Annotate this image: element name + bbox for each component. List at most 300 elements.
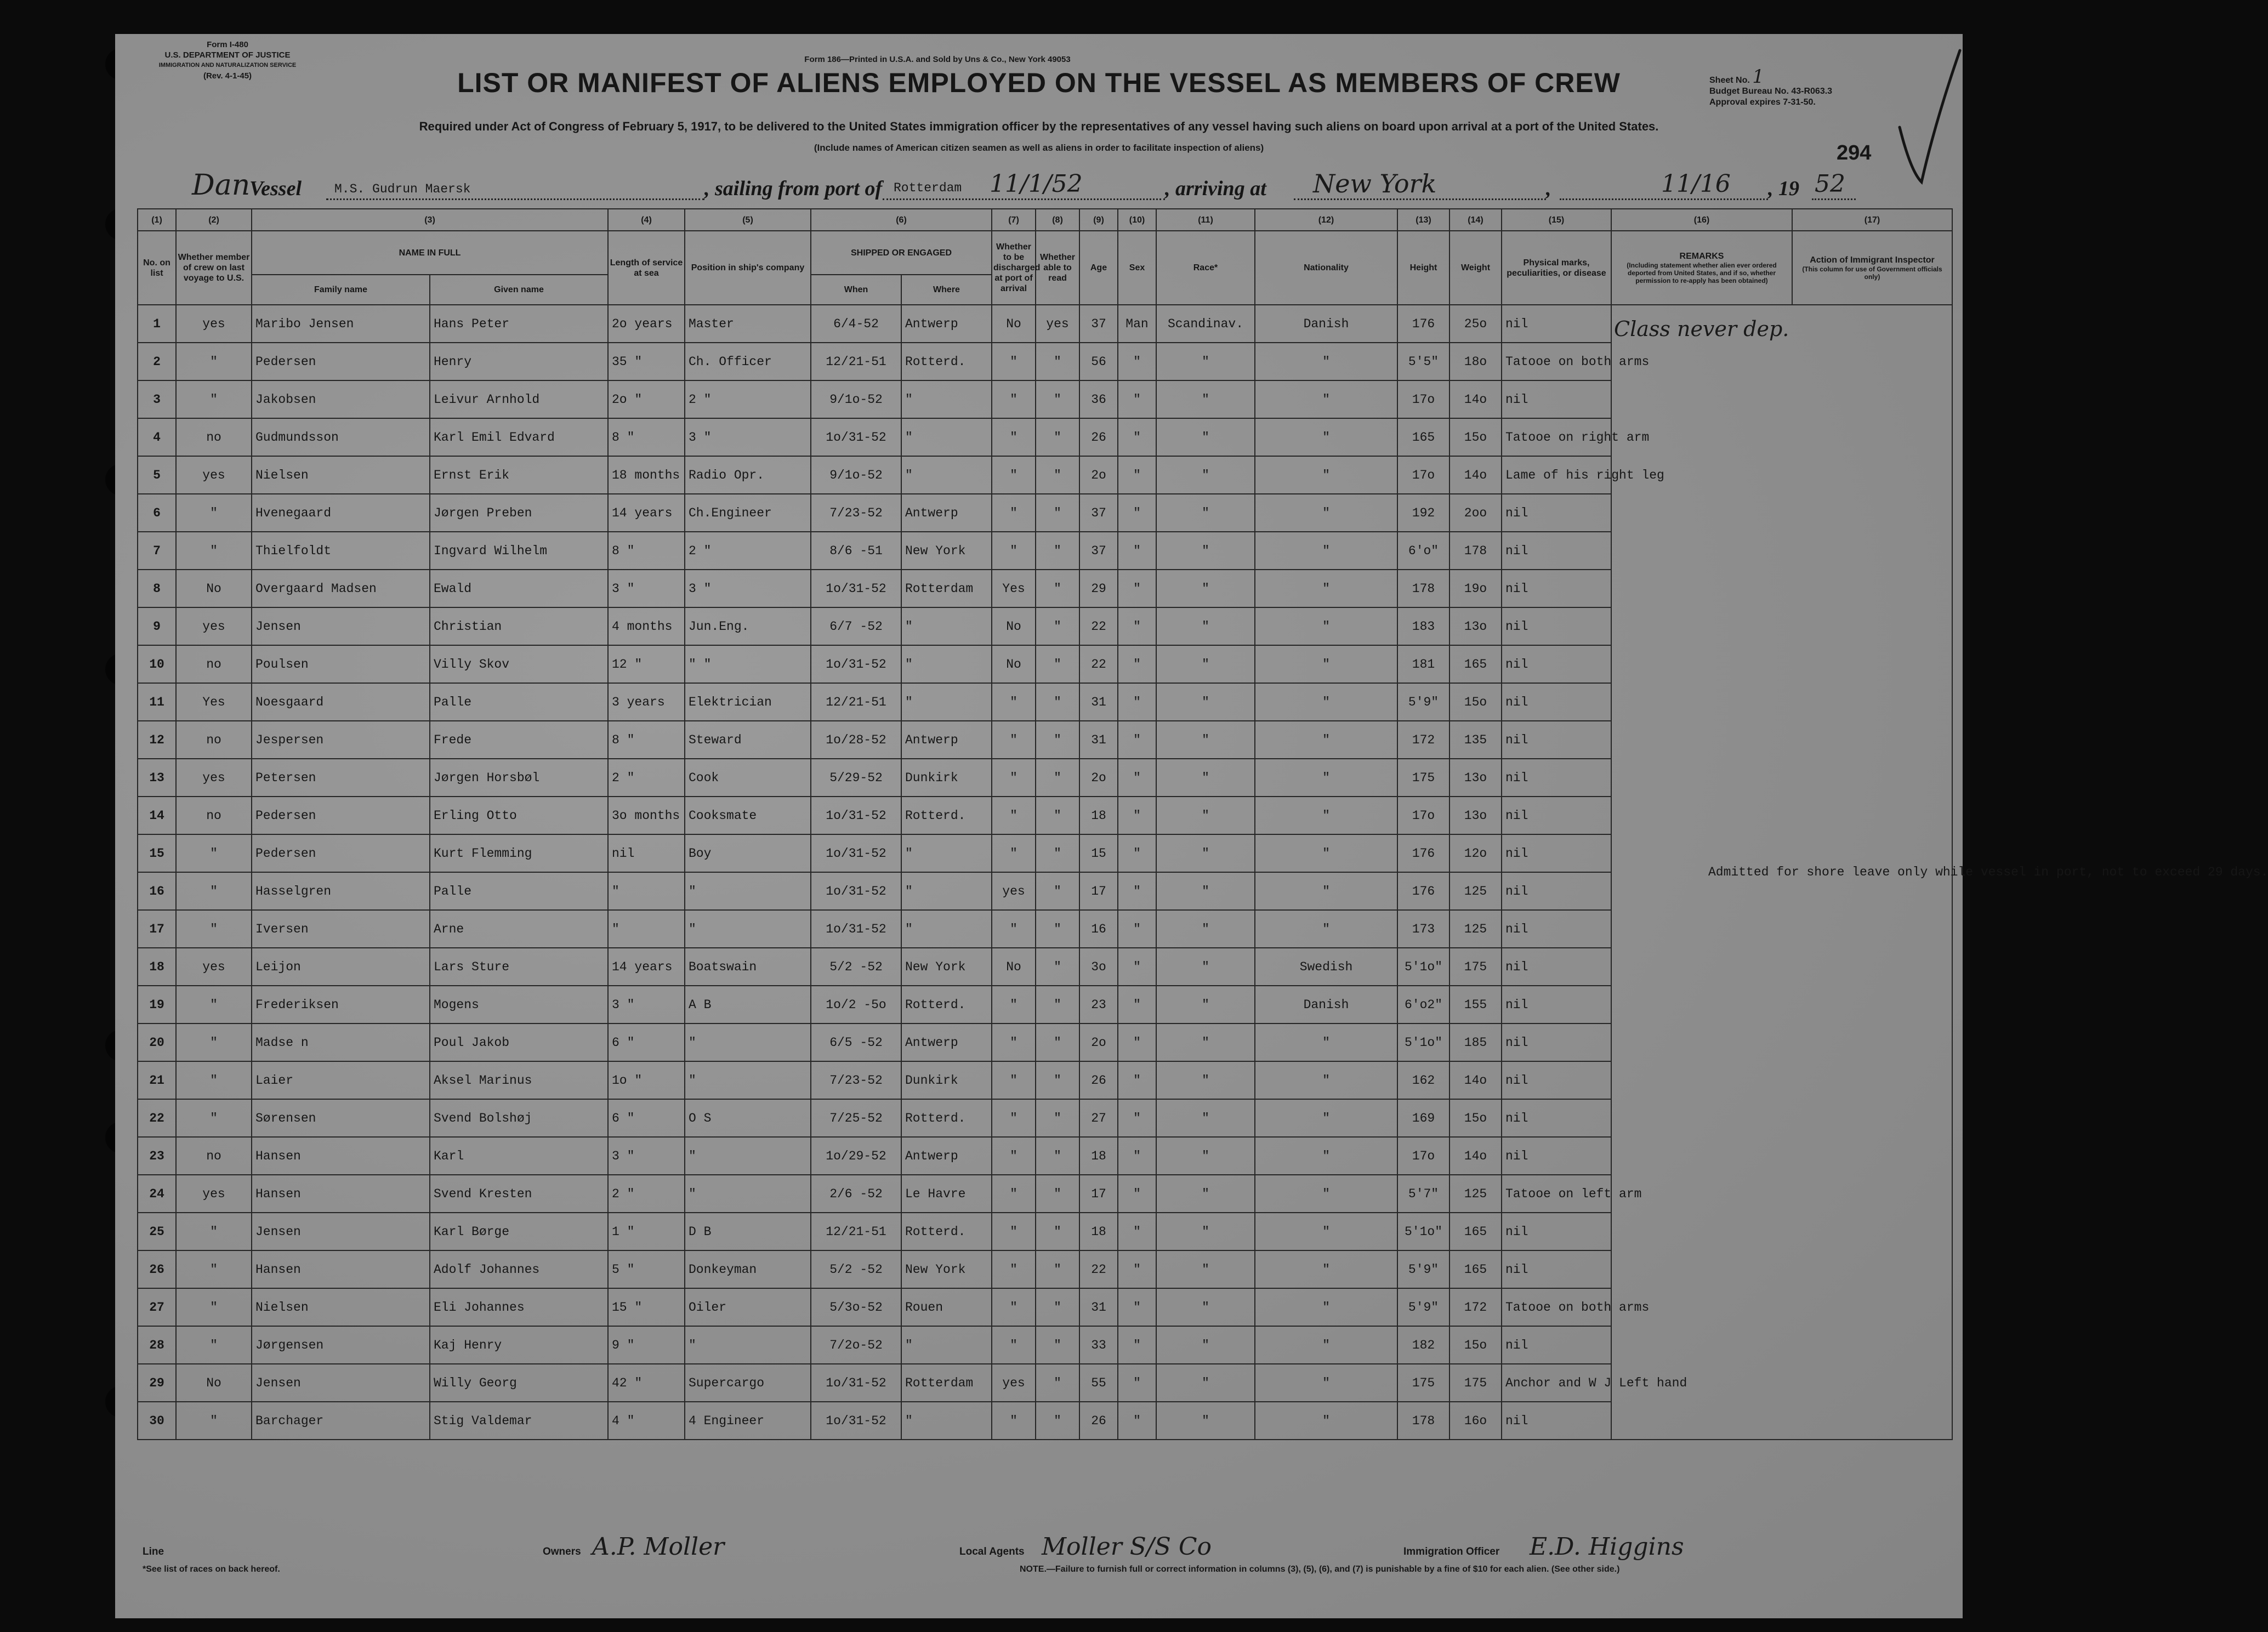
row-number: 14	[138, 797, 176, 834]
nationality: "	[1255, 645, 1397, 683]
shipped-where: Rotterd.	[901, 986, 992, 1023]
budget-bureau: Budget Bureau No. 43-R063.3	[1709, 87, 1833, 96]
position: Supercargo	[685, 1364, 811, 1402]
row-number: 5	[138, 456, 176, 494]
family-name: Thielfoldt	[252, 532, 430, 570]
nationality: "	[1255, 1099, 1397, 1137]
colnum-15: (15)	[1502, 209, 1611, 231]
able-to-read: "	[1036, 872, 1079, 910]
colnum-1: (1)	[138, 209, 176, 231]
family-name: Jespersen	[252, 721, 430, 759]
able-to-read: "	[1036, 1023, 1079, 1061]
given-name: Ingvard Wilhelm	[430, 532, 608, 570]
header-family-name: Family name	[252, 275, 430, 305]
race: "	[1156, 1099, 1255, 1137]
form-service: IMMIGRATION AND NATURALIZATION SERVICE	[158, 62, 297, 69]
row-number: 18	[138, 948, 176, 986]
able-to-read: "	[1036, 1099, 1079, 1137]
service-length: 2 "	[608, 1175, 685, 1213]
header-age: Age	[1079, 231, 1118, 305]
service-length: 3 years	[608, 683, 685, 721]
physical-marks: nil	[1502, 759, 1611, 797]
header-when: When	[811, 275, 901, 305]
sex: "	[1118, 1023, 1156, 1061]
physical-marks: nil	[1502, 797, 1611, 834]
instruction-line: (Include names of American citizen seamen as well as aliens in order to facilitate inspection of aliens)	[814, 143, 1264, 153]
discharge: "	[992, 683, 1036, 721]
header-physical-marks: Physical marks, peculiarities, or disease	[1502, 231, 1611, 305]
row-number: 30	[138, 1402, 176, 1440]
physical-marks: nil	[1502, 380, 1611, 418]
discharge: "	[992, 343, 1036, 380]
able-to-read: "	[1036, 1061, 1079, 1099]
colnum-16: (16)	[1611, 209, 1792, 231]
shipped-when: 5/2 -52	[811, 948, 901, 986]
height: 162	[1397, 1061, 1450, 1099]
nationality: "	[1255, 683, 1397, 721]
shipped-where: Rouen	[901, 1288, 992, 1326]
physical-marks: nil	[1502, 1061, 1611, 1099]
row-number: 19	[138, 986, 176, 1023]
service-length: 1o "	[608, 1061, 685, 1099]
race: "	[1156, 1213, 1255, 1250]
position: "	[685, 1175, 811, 1213]
family-name: Maribo Jensen	[252, 305, 430, 343]
age: 18	[1079, 797, 1118, 834]
weight: 14o	[1450, 380, 1502, 418]
height: 178	[1397, 570, 1450, 607]
row-number: 1	[138, 305, 176, 343]
race: "	[1156, 1288, 1255, 1326]
race: "	[1156, 532, 1255, 570]
row-number: 11	[138, 683, 176, 721]
family-name: Barchager	[252, 1402, 430, 1440]
age: 37	[1079, 305, 1118, 343]
able-to-read: "	[1036, 834, 1079, 872]
owners-signature: A.P. Moller	[592, 1533, 725, 1561]
arriving-label: , arriving at	[1165, 177, 1266, 200]
given-name: Jørgen Preben	[430, 494, 608, 532]
family-name: Frederiksen	[252, 986, 430, 1023]
physical-marks: nil	[1502, 645, 1611, 683]
position: Steward	[685, 721, 811, 759]
race: "	[1156, 1061, 1255, 1099]
row-number: 13	[138, 759, 176, 797]
shipped-when: 1o/31-52	[811, 834, 901, 872]
discharge: No	[992, 305, 1036, 343]
position: O S	[685, 1099, 811, 1137]
header-given-name: Given name	[430, 275, 608, 305]
able-to-read: "	[1036, 645, 1079, 683]
approval-expiry: Approval expires 7-31-50.	[1709, 98, 1816, 107]
height: 178	[1397, 1402, 1450, 1440]
prior-voyage: no	[176, 418, 252, 456]
service-length: "	[608, 910, 685, 948]
form-revision: (Rev. 4-1-45)	[203, 71, 252, 81]
sailing-label: , sailing from port of	[704, 177, 883, 200]
header-nationality: Nationality	[1255, 231, 1397, 305]
given-name: Villy Skov	[430, 645, 608, 683]
nationality: "	[1255, 759, 1397, 797]
nationality: "	[1255, 1326, 1397, 1364]
races-note: *See list of races on back hereof.	[143, 1565, 280, 1574]
height: 183	[1397, 607, 1450, 645]
given-name: Ernst Erik	[430, 456, 608, 494]
weight: 12o	[1450, 834, 1502, 872]
prior-voyage: yes	[176, 948, 252, 986]
prior-voyage: yes	[176, 759, 252, 797]
prior-voyage: no	[176, 645, 252, 683]
able-to-read: "	[1036, 494, 1079, 532]
physical-marks: nil	[1502, 494, 1611, 532]
discharge: "	[992, 1402, 1036, 1440]
header-position: Position in ship's company	[685, 231, 811, 305]
able-to-read: "	[1036, 797, 1079, 834]
able-to-read: "	[1036, 910, 1079, 948]
inspector-title: Action of Immigrant Inspector	[1810, 255, 1935, 265]
discharge: "	[992, 834, 1036, 872]
shipped-where: Antwerp	[901, 305, 992, 343]
position: Elektrician	[685, 683, 811, 721]
race: "	[1156, 721, 1255, 759]
discharge: "	[992, 986, 1036, 1023]
shipped-when: 1o/29-52	[811, 1137, 901, 1175]
statute-line: Required under Act of Congress of February 5, 1917, to be delivered to the United States immigration officer by the representatives of any vessel having such aliens on board upon arrival at a port of the United States.	[419, 120, 1659, 133]
able-to-read: "	[1036, 532, 1079, 570]
colnum-3: (3)	[252, 209, 608, 231]
height: 5'1o"	[1397, 1213, 1450, 1250]
given-name: Willy Georg	[430, 1364, 608, 1402]
family-name: Sørensen	[252, 1099, 430, 1137]
sex: "	[1118, 948, 1156, 986]
prior-voyage: no	[176, 721, 252, 759]
sex: "	[1118, 570, 1156, 607]
height: 17o	[1397, 797, 1450, 834]
inspector-note: (This column for use of Government officials only)	[1802, 265, 1942, 281]
age: 2o	[1079, 456, 1118, 494]
sail-date: 11/1/52	[990, 170, 1083, 198]
discharge: "	[992, 759, 1036, 797]
row-number: 20	[138, 1023, 176, 1061]
given-name: Kurt Flemming	[430, 834, 608, 872]
discharge: "	[992, 1023, 1036, 1061]
penalty-note: NOTE.—Failure to furnish full or correct information in columns (3), (5), (6), and (7) is punishable by a fine of $10 for each alien. (See other side.)	[1020, 1565, 1620, 1574]
prior-voyage: "	[176, 1250, 252, 1288]
physical-marks: nil	[1502, 834, 1611, 872]
shipped-when: 8/6 -51	[811, 532, 901, 570]
physical-marks: Tatooe on both arms	[1502, 1288, 1611, 1326]
given-name: Eli Johannes	[430, 1288, 608, 1326]
header-height: Height	[1397, 231, 1450, 305]
race: "	[1156, 1175, 1255, 1213]
prior-voyage: "	[176, 834, 252, 872]
row-number: 27	[138, 1288, 176, 1326]
service-length: 18 months	[608, 456, 685, 494]
shipped-where: New York	[901, 948, 992, 986]
nationality: "	[1255, 532, 1397, 570]
nationality: Danish	[1255, 986, 1397, 1023]
height: 17o	[1397, 456, 1450, 494]
stamp-number: 294	[1837, 141, 1872, 164]
race: "	[1156, 948, 1255, 986]
header-no-on-list: No. on list	[138, 231, 176, 305]
line-label: Line	[143, 1546, 164, 1557]
able-to-read: "	[1036, 1326, 1079, 1364]
year-prefix: , 19	[1768, 177, 1799, 200]
shipped-when: 1o/31-52	[811, 797, 901, 834]
age: 18	[1079, 1213, 1118, 1250]
sex: "	[1118, 607, 1156, 645]
header-sex: Sex	[1118, 231, 1156, 305]
sex: "	[1118, 986, 1156, 1023]
sex: "	[1118, 1137, 1156, 1175]
nationality: "	[1255, 380, 1397, 418]
height: 175	[1397, 1364, 1450, 1402]
row-number: 16	[138, 872, 176, 910]
age: 31	[1079, 1288, 1118, 1326]
physical-marks: nil	[1502, 721, 1611, 759]
manifest-sheet	[115, 34, 2268, 1618]
row-number: 9	[138, 607, 176, 645]
race: "	[1156, 986, 1255, 1023]
physical-marks: nil	[1502, 305, 1611, 343]
sex: "	[1118, 759, 1156, 797]
row-number: 2	[138, 343, 176, 380]
weight: 135	[1450, 721, 1502, 759]
colnum-17: (17)	[1792, 209, 1952, 231]
weight: 15o	[1450, 418, 1502, 456]
physical-marks: nil	[1502, 1250, 1611, 1288]
height: 6'o"	[1397, 532, 1450, 570]
remarks-note: (Including statement whether alien ever ordered deported from United States, and if so, whether permission to re-apply has been obtained)	[1627, 261, 1777, 285]
sex: "	[1118, 721, 1156, 759]
position: Donkeyman	[685, 1250, 811, 1288]
shipped-when: 6/7 -52	[811, 607, 901, 645]
sex: "	[1118, 1326, 1156, 1364]
colnum-5: (5)	[685, 209, 811, 231]
year: 52	[1815, 170, 1845, 198]
weight: 13o	[1450, 759, 1502, 797]
physical-marks: nil	[1502, 948, 1611, 986]
position: 2 "	[685, 532, 811, 570]
port-to: New York	[1313, 169, 1437, 198]
height: 192	[1397, 494, 1450, 532]
age: 17	[1079, 1175, 1118, 1213]
race: "	[1156, 1402, 1255, 1440]
sex: "	[1118, 834, 1156, 872]
family-name: Jørgensen	[252, 1326, 430, 1364]
able-to-read: "	[1036, 1175, 1079, 1213]
family-name: Hansen	[252, 1175, 430, 1213]
shipped-when: 12/21-51	[811, 1213, 901, 1250]
shipped-when: 1o/31-52	[811, 1402, 901, 1440]
shipped-where: Rotterd.	[901, 1213, 992, 1250]
shipped-when: 1o/31-52	[811, 418, 901, 456]
shipped-where: Antwerp	[901, 1023, 992, 1061]
discharge: Yes	[992, 570, 1036, 607]
physical-marks: nil	[1502, 570, 1611, 607]
given-name: Jørgen Horsbøl	[430, 759, 608, 797]
physical-marks: nil	[1502, 986, 1611, 1023]
sex: "	[1118, 1099, 1156, 1137]
shipped-where: "	[901, 607, 992, 645]
prior-voyage: "	[176, 1023, 252, 1061]
shipped-when: 1o/2 -5o	[811, 986, 901, 1023]
check-mark-icon	[1897, 45, 1963, 187]
service-length: 1 "	[608, 1213, 685, 1250]
row-number: 28	[138, 1326, 176, 1364]
given-name: Palle	[430, 872, 608, 910]
service-length: 2o years	[608, 305, 685, 343]
age: 2o	[1079, 1023, 1118, 1061]
shipped-where: "	[901, 1326, 992, 1364]
position: Cooksmate	[685, 797, 811, 834]
race: "	[1156, 910, 1255, 948]
position: Boatswain	[685, 948, 811, 986]
crew-manifest-table	[137, 208, 2268, 1440]
able-to-read: "	[1036, 607, 1079, 645]
colnum-6: (6)	[811, 209, 992, 231]
shipped-when: 9/1o-52	[811, 380, 901, 418]
height: 5'1o"	[1397, 948, 1450, 986]
shipped-where: "	[901, 418, 992, 456]
age: 37	[1079, 494, 1118, 532]
prior-voyage: yes	[176, 1175, 252, 1213]
row-number: 10	[138, 645, 176, 683]
race: "	[1156, 1250, 1255, 1288]
discharge: "	[992, 1288, 1036, 1326]
weight: 178	[1450, 532, 1502, 570]
document-title: LIST OR MANIFEST OF ALIENS EMPLOYED ON THE VESSEL AS MEMBERS OF CREW	[457, 67, 1621, 98]
family-name: Hvenegaard	[252, 494, 430, 532]
shipped-when: 7/25-52	[811, 1099, 901, 1137]
race: "	[1156, 607, 1255, 645]
shipped-where: "	[901, 910, 992, 948]
age: 3o	[1079, 948, 1118, 986]
physical-marks: Tatooe on both arms	[1502, 343, 1611, 380]
sex: "	[1118, 456, 1156, 494]
service-length: 2 "	[608, 759, 685, 797]
colnum-2: (2)	[176, 209, 252, 231]
nationality: "	[1255, 1175, 1397, 1213]
prior-voyage: Yes	[176, 683, 252, 721]
nationality: "	[1255, 1023, 1397, 1061]
sex: "	[1118, 1250, 1156, 1288]
comma: ,	[1546, 177, 1551, 200]
age: 22	[1079, 645, 1118, 683]
position: 4 Engineer	[685, 1402, 811, 1440]
discharge: "	[992, 1061, 1036, 1099]
position: "	[685, 1326, 811, 1364]
form-department: U.S. DEPARTMENT OF JUSTICE	[164, 50, 291, 60]
height: 5'9"	[1397, 1250, 1450, 1288]
race: "	[1156, 456, 1255, 494]
header-prior-voyage: Whether member of crew on last voyage to U.S.	[176, 231, 252, 305]
family-name: Pedersen	[252, 797, 430, 834]
age: 31	[1079, 683, 1118, 721]
given-name: Svend Kresten	[430, 1175, 608, 1213]
given-name: Karl Børge	[430, 1213, 608, 1250]
physical-marks: Lame of his right leg	[1502, 456, 1611, 494]
service-length: 3o months	[608, 797, 685, 834]
nationality: "	[1255, 910, 1397, 948]
height: 17o	[1397, 1137, 1450, 1175]
able-to-read: "	[1036, 418, 1079, 456]
sex: "	[1118, 1288, 1156, 1326]
position: Cook	[685, 759, 811, 797]
race: "	[1156, 759, 1255, 797]
weight: 15o	[1450, 683, 1502, 721]
position: 3 "	[685, 570, 811, 607]
service-length: 9 "	[608, 1326, 685, 1364]
given-name: Mogens	[430, 986, 608, 1023]
nationality: "	[1255, 1250, 1397, 1288]
service-length: 14 years	[608, 494, 685, 532]
age: 22	[1079, 607, 1118, 645]
row-number: 6	[138, 494, 176, 532]
shipped-when: 1o/31-52	[811, 872, 901, 910]
nationality: "	[1255, 1137, 1397, 1175]
prior-voyage: yes	[176, 305, 252, 343]
service-length: 3 "	[608, 570, 685, 607]
shipped-when: 12/21-51	[811, 683, 901, 721]
race: "	[1156, 1137, 1255, 1175]
given-name: Leivur Arnhold	[430, 380, 608, 418]
position: 2 "	[685, 380, 811, 418]
able-to-read: "	[1036, 380, 1079, 418]
prior-voyage: "	[176, 494, 252, 532]
family-name: Nielsen	[252, 456, 430, 494]
position: 3 "	[685, 418, 811, 456]
discharge: "	[992, 797, 1036, 834]
able-to-read: "	[1036, 759, 1079, 797]
prior-voyage: no	[176, 797, 252, 834]
discharge: "	[992, 418, 1036, 456]
row-number: 21	[138, 1061, 176, 1099]
height: 6'o2"	[1397, 986, 1450, 1023]
row-number: 3	[138, 380, 176, 418]
able-to-read: yes	[1036, 305, 1079, 343]
able-to-read: "	[1036, 721, 1079, 759]
crew-rows	[138, 305, 2268, 1440]
shipped-when: 6/4-52	[811, 305, 901, 343]
row-number: 8	[138, 570, 176, 607]
service-length: 3 "	[608, 1137, 685, 1175]
colnum-12: (12)	[1255, 209, 1397, 231]
physical-marks: Tatooe on right arm	[1502, 418, 1611, 456]
family-name: Laier	[252, 1061, 430, 1099]
age: 55	[1079, 1364, 1118, 1402]
prior-voyage: No	[176, 1364, 252, 1402]
colnum-10: (10)	[1118, 209, 1156, 231]
age: 22	[1079, 1250, 1118, 1288]
shipped-when: 6/5 -52	[811, 1023, 901, 1061]
age: 23	[1079, 986, 1118, 1023]
sex: "	[1118, 343, 1156, 380]
nationality: "	[1255, 797, 1397, 834]
given-name: Arne	[430, 910, 608, 948]
family-name: Madse n	[252, 1023, 430, 1061]
family-name: Leijon	[252, 948, 430, 986]
given-name: Poul Jakob	[430, 1023, 608, 1061]
sex: "	[1118, 532, 1156, 570]
service-length: 4 "	[608, 1402, 685, 1440]
position: Ch. Officer	[685, 343, 811, 380]
discharge: No	[992, 645, 1036, 683]
shipped-when: 7/23-52	[811, 494, 901, 532]
height: 169	[1397, 1099, 1450, 1137]
shipped-where: Antwerp	[901, 1137, 992, 1175]
